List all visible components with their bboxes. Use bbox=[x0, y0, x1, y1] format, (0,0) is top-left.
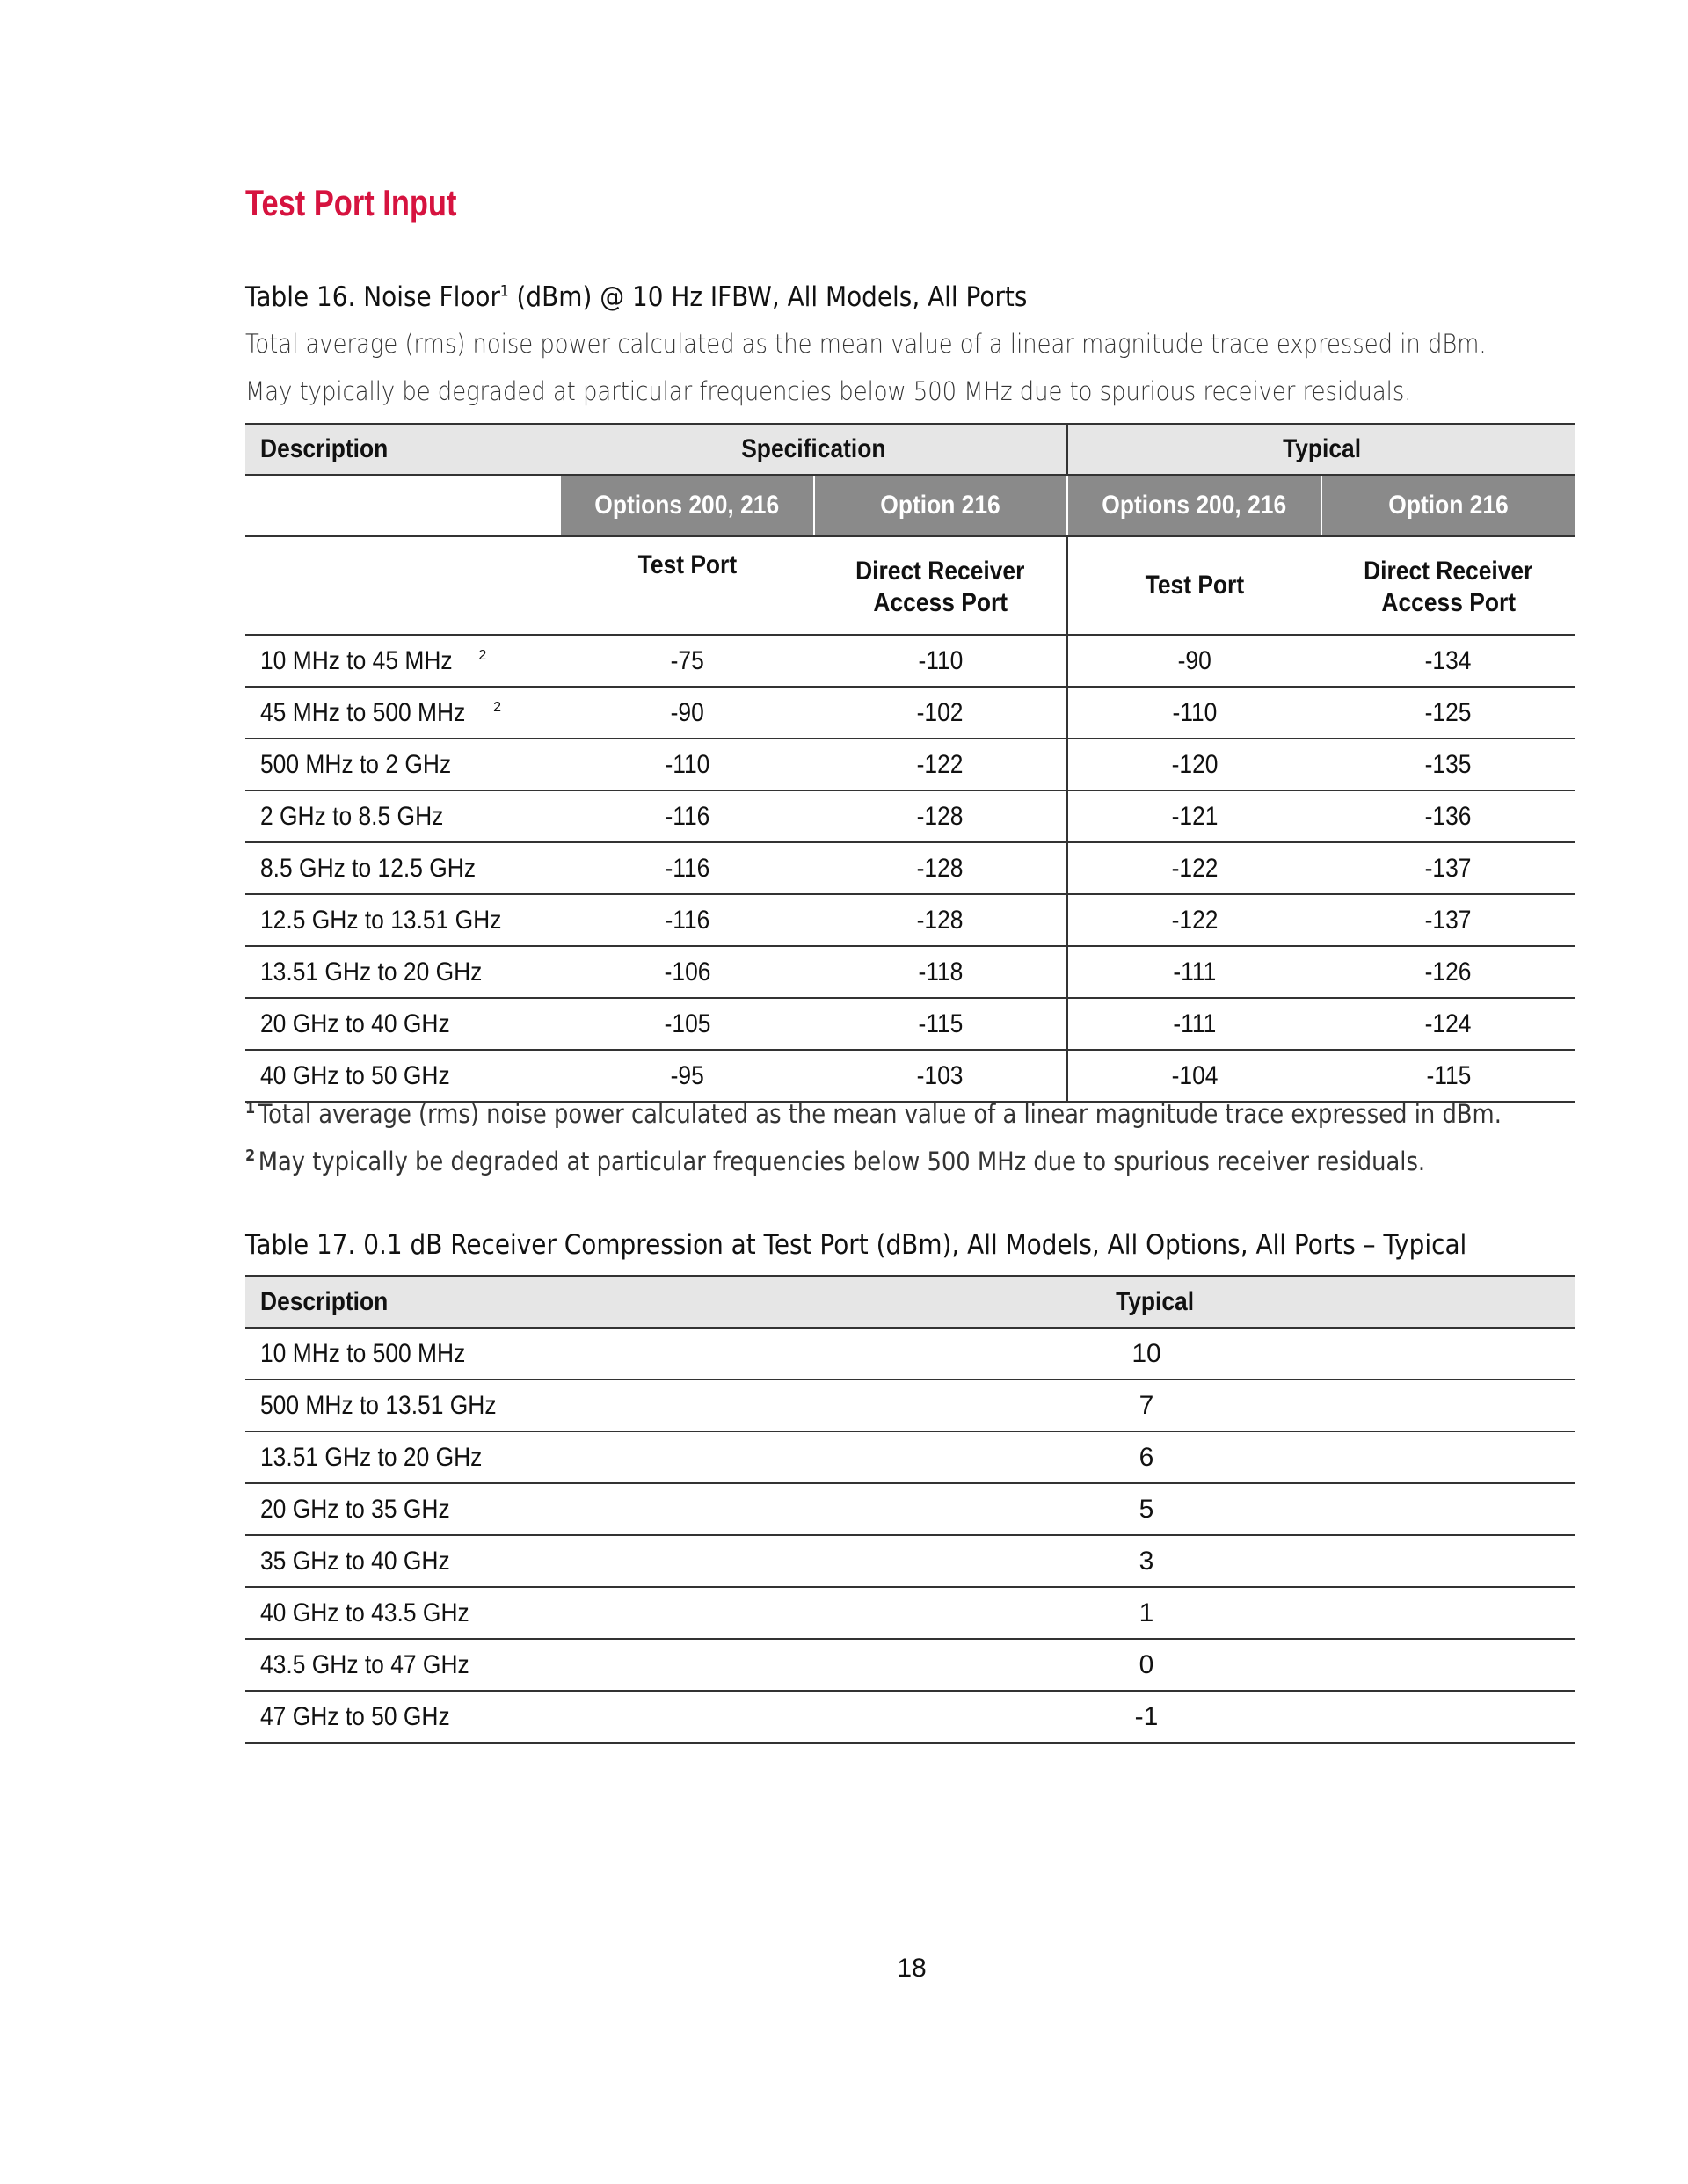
page-number: 18 bbox=[897, 1954, 927, 1983]
table17-range: 10 MHz to 500 MHz bbox=[260, 1338, 466, 1368]
typ-direct-receiver-value-cell bbox=[1321, 998, 1575, 1050]
row-range-cell bbox=[245, 790, 561, 842]
spec-test-port-value-cell bbox=[561, 790, 814, 842]
table17-row bbox=[245, 1587, 1575, 1639]
typ-direct-receiver-value: -137 bbox=[1425, 905, 1472, 935]
typ-test-port-value-cell bbox=[1067, 894, 1321, 946]
table17-typical-cell bbox=[1134, 1691, 1575, 1743]
spec-direct-receiver-value: -102 bbox=[917, 697, 964, 727]
spec-direct-receiver-value: -115 bbox=[918, 1008, 963, 1038]
table17-caption: Table 17. 0.1 dB Receiver Compression at Test Port (dBm), All Models, All Options, All Ports – Typical bbox=[245, 1229, 1467, 1261]
table17-typical-cell bbox=[1139, 1587, 1575, 1639]
spec-test-port-value-cell bbox=[561, 998, 814, 1050]
table17-typical-value: -1 bbox=[1134, 1701, 1159, 1731]
spec-test-port-value-cell bbox=[561, 894, 814, 946]
table17-typical-value: 0 bbox=[1139, 1649, 1154, 1679]
typ-test-port-value: -90 bbox=[1177, 645, 1212, 675]
typ-direct-receiver-value: -124 bbox=[1425, 1008, 1472, 1038]
table16-caption-prefix: Table 16. Noise Floor bbox=[245, 281, 500, 313]
table17-range-cell bbox=[245, 1483, 1139, 1535]
table17-typical-value: 10 bbox=[1131, 1338, 1161, 1368]
row-range-cell bbox=[245, 894, 561, 946]
table17-typical-cell bbox=[1139, 1431, 1575, 1483]
table17-range-cell bbox=[245, 1691, 1139, 1743]
typ-direct-receiver-value: -115 bbox=[1426, 1060, 1471, 1090]
typ-direct-receiver-value: -126 bbox=[1425, 957, 1472, 986]
table16-header-typical: Typical bbox=[1067, 424, 1575, 475]
table17-row bbox=[245, 1639, 1575, 1691]
spec-test-port-value-cell bbox=[561, 739, 814, 790]
spec-direct-receiver-value-cell bbox=[814, 687, 1067, 739]
table17-header-description: Description bbox=[245, 1276, 1139, 1328]
typ-direct-receiver-value: -135 bbox=[1425, 749, 1472, 779]
footnote-1-text: Total average (rms) noise power calculated as the mean value of a linear magnitude trace expressed in dBm. bbox=[258, 1099, 1502, 1129]
typ-test-port-value-cell bbox=[1067, 998, 1321, 1050]
row-range: 10 MHz to 45 MHz bbox=[260, 645, 453, 675]
typ-direct-receiver-value: -137 bbox=[1425, 853, 1472, 883]
table17-range: 40 GHz to 43.5 GHz bbox=[260, 1598, 469, 1627]
typ-test-port-value: -122 bbox=[1171, 853, 1219, 883]
spec-direct-receiver-value-cell bbox=[814, 998, 1067, 1050]
table16-header-specification: Specification bbox=[561, 424, 1067, 475]
typ-direct-receiver-value: -136 bbox=[1425, 801, 1472, 831]
table17-typical-value: 1 bbox=[1139, 1598, 1154, 1627]
typ-test-port-value-cell bbox=[1067, 946, 1321, 998]
row-range-sup: 2 bbox=[478, 647, 487, 663]
spec-test-port-value-cell bbox=[561, 842, 814, 894]
footnote-2 bbox=[245, 1147, 1425, 1176]
spec-options-b: Option 216 bbox=[814, 475, 1067, 536]
spec-test-port-value: -90 bbox=[670, 697, 705, 727]
typ-direct-receiver-value-cell bbox=[1321, 894, 1575, 946]
table16-ports-row bbox=[245, 536, 1575, 635]
table17-typical-value: 6 bbox=[1139, 1442, 1154, 1472]
table16-note-1: Total average (rms) noise power calculated as the mean value of a linear magnitude trace expressed in dBm. bbox=[245, 329, 1487, 359]
spec-port-direct: Direct Receiver Access Port bbox=[814, 536, 1067, 635]
table17-range-cell bbox=[245, 1328, 1139, 1380]
table17-range-cell bbox=[245, 1639, 1139, 1691]
spec-direct-receiver-value-cell bbox=[814, 946, 1067, 998]
typ-direct-receiver-value-cell bbox=[1321, 1050, 1575, 1102]
footnote-1-mark: 1 bbox=[245, 1099, 256, 1118]
row-range-cell bbox=[245, 946, 561, 998]
typ-direct-receiver-value: -134 bbox=[1425, 645, 1472, 675]
typ-options-a: Options 200, 216 bbox=[1067, 475, 1321, 536]
row-range-cell bbox=[245, 687, 561, 739]
table17-row bbox=[245, 1431, 1575, 1483]
table16-header-description: Description bbox=[245, 424, 561, 475]
table16-row bbox=[245, 946, 1575, 998]
row-range-cell bbox=[245, 1050, 561, 1102]
row-range-cell bbox=[245, 842, 561, 894]
table17-typical-cell bbox=[1139, 1639, 1575, 1691]
spec-test-port-value-cell bbox=[561, 687, 814, 739]
table16-options-blank bbox=[245, 475, 561, 536]
table17-range-cell bbox=[245, 1535, 1139, 1587]
table17-header-typical: Typical bbox=[1139, 1276, 1575, 1328]
spec-direct-receiver-value-cell bbox=[814, 1050, 1067, 1102]
table17-row bbox=[245, 1328, 1575, 1380]
typ-port-test: Test Port bbox=[1067, 536, 1321, 635]
typ-test-port-value-cell bbox=[1067, 1050, 1321, 1102]
table17-row bbox=[245, 1691, 1575, 1743]
table17-typical-value: 7 bbox=[1139, 1390, 1154, 1420]
table16-ports-blank bbox=[245, 536, 561, 635]
table16-row bbox=[245, 635, 1575, 687]
table16-header-row bbox=[245, 424, 1575, 475]
table16-row bbox=[245, 998, 1575, 1050]
table17-range: 43.5 GHz to 47 GHz bbox=[260, 1649, 469, 1679]
typ-test-port-value-cell bbox=[1067, 739, 1321, 790]
table17-range: 500 MHz to 13.51 GHz bbox=[260, 1390, 497, 1420]
typ-test-port-value: -111 bbox=[1173, 1008, 1217, 1038]
section-title: Test Port Input bbox=[245, 182, 457, 223]
typ-test-port-value: -120 bbox=[1171, 749, 1219, 779]
table17-range-cell bbox=[245, 1431, 1139, 1483]
row-range: 12.5 GHz to 13.51 GHz bbox=[260, 905, 502, 935]
spec-direct-receiver-value: -128 bbox=[917, 801, 964, 831]
spec-direct-receiver-value: -128 bbox=[917, 905, 964, 935]
table17-range: 13.51 GHz to 20 GHz bbox=[260, 1442, 483, 1472]
typ-direct-receiver-value-cell bbox=[1321, 687, 1575, 739]
table17-range: 35 GHz to 40 GHz bbox=[260, 1546, 450, 1576]
typ-test-port-value-cell bbox=[1067, 790, 1321, 842]
typ-direct-receiver-value-cell bbox=[1321, 790, 1575, 842]
spec-test-port-value: -116 bbox=[665, 801, 710, 831]
row-range: 45 MHz to 500 MHz bbox=[260, 697, 466, 727]
table17-row bbox=[245, 1380, 1575, 1431]
table16-caption-sup: 1 bbox=[499, 282, 509, 301]
table17-range: 47 GHz to 50 GHz bbox=[260, 1701, 450, 1731]
spec-test-port-value: -106 bbox=[664, 957, 711, 986]
spec-direct-receiver-value-cell bbox=[814, 842, 1067, 894]
table17-typical-cell bbox=[1131, 1328, 1575, 1380]
typ-test-port-value: -110 bbox=[1172, 697, 1218, 727]
table16-row bbox=[245, 687, 1575, 739]
spec-direct-receiver-value: -122 bbox=[917, 749, 964, 779]
table16-row bbox=[245, 894, 1575, 946]
row-range-cell bbox=[245, 635, 561, 687]
spec-direct-receiver-value: -110 bbox=[918, 645, 963, 675]
footnote-2-mark: 2 bbox=[245, 1147, 256, 1166]
row-range-cell bbox=[245, 739, 561, 790]
table17-typical-value: 3 bbox=[1139, 1546, 1154, 1576]
table16-row bbox=[245, 842, 1575, 894]
table17-range-cell bbox=[245, 1587, 1139, 1639]
table16-options-row bbox=[245, 475, 1575, 536]
spec-test-port-value: -116 bbox=[665, 905, 710, 935]
spec-test-port-value-cell bbox=[561, 1050, 814, 1102]
table17-header-row bbox=[245, 1276, 1575, 1328]
spec-test-port-value-cell bbox=[561, 635, 814, 687]
row-range: 20 GHz to 40 GHz bbox=[260, 1008, 450, 1038]
typ-direct-receiver-value-cell bbox=[1321, 946, 1575, 998]
typ-port-direct: Direct Receiver Access Port bbox=[1321, 536, 1575, 635]
table16-caption bbox=[245, 281, 1027, 313]
spec-direct-receiver-value: -118 bbox=[918, 957, 963, 986]
row-range-sup: 2 bbox=[493, 699, 501, 715]
table16-row bbox=[245, 790, 1575, 842]
spec-direct-receiver-value-cell bbox=[814, 790, 1067, 842]
spec-options-a: Options 200, 216 bbox=[561, 475, 814, 536]
table17-typical-cell bbox=[1139, 1535, 1575, 1587]
typ-direct-receiver-value: -125 bbox=[1425, 697, 1472, 727]
typ-direct-receiver-value-cell bbox=[1321, 842, 1575, 894]
spec-port-test: Test Port bbox=[561, 536, 814, 635]
table16-body bbox=[245, 635, 1575, 1102]
spec-direct-receiver-value-cell bbox=[814, 739, 1067, 790]
table17-range-cell bbox=[245, 1380, 1139, 1431]
row-range: 13.51 GHz to 20 GHz bbox=[260, 957, 483, 986]
footnote-2-text: May typically be degraded at particular frequencies below 500 MHz due to spurious receiver residuals. bbox=[258, 1147, 1426, 1176]
typ-test-port-value: -104 bbox=[1171, 1060, 1219, 1090]
table16-caption-suffix: (dBm) @ 10 Hz IFBW, All Models, All Ports bbox=[508, 281, 1028, 313]
typ-test-port-value-cell bbox=[1067, 842, 1321, 894]
spec-test-port-value: -116 bbox=[665, 853, 710, 883]
spec-direct-receiver-value-cell bbox=[814, 635, 1067, 687]
typ-test-port-value: -121 bbox=[1171, 801, 1219, 831]
table17-row bbox=[245, 1483, 1575, 1535]
typ-test-port-value-cell bbox=[1067, 635, 1321, 687]
spec-test-port-value: -95 bbox=[670, 1060, 705, 1090]
row-range: 8.5 GHz to 12.5 GHz bbox=[260, 853, 477, 883]
spec-direct-receiver-value: -103 bbox=[917, 1060, 964, 1090]
table17-body bbox=[245, 1328, 1575, 1743]
row-range-cell bbox=[245, 998, 561, 1050]
footnote-1 bbox=[245, 1099, 1502, 1129]
table16-note-2: May typically be degraded at particular frequencies below 500 MHz due to spurious receiver residuals. bbox=[245, 376, 1412, 406]
spec-direct-receiver-value-cell bbox=[814, 894, 1067, 946]
table16-row bbox=[245, 1050, 1575, 1102]
table16-row bbox=[245, 739, 1575, 790]
table17-typical-cell bbox=[1139, 1483, 1575, 1535]
table17-row bbox=[245, 1535, 1575, 1587]
receiver-compression-table bbox=[245, 1275, 1575, 1744]
typ-test-port-value: -122 bbox=[1171, 905, 1219, 935]
spec-test-port-value: -75 bbox=[670, 645, 705, 675]
noise-floor-table bbox=[245, 423, 1575, 1103]
spec-test-port-value: -105 bbox=[664, 1008, 711, 1038]
typ-test-port-value: -111 bbox=[1173, 957, 1217, 986]
spec-direct-receiver-value: -128 bbox=[917, 853, 964, 883]
table17-typical-value: 5 bbox=[1139, 1494, 1154, 1524]
table17-typical-cell bbox=[1139, 1380, 1575, 1431]
typ-direct-receiver-value-cell bbox=[1321, 739, 1575, 790]
row-range: 2 GHz to 8.5 GHz bbox=[260, 801, 444, 831]
row-range: 500 MHz to 2 GHz bbox=[260, 749, 452, 779]
spec-test-port-value-cell bbox=[561, 946, 814, 998]
spec-test-port-value: -110 bbox=[665, 749, 710, 779]
typ-test-port-value-cell bbox=[1067, 687, 1321, 739]
table17-range: 20 GHz to 35 GHz bbox=[260, 1494, 450, 1524]
typ-options-b: Option 216 bbox=[1321, 475, 1575, 536]
typ-direct-receiver-value-cell bbox=[1321, 635, 1575, 687]
row-range: 40 GHz to 50 GHz bbox=[260, 1060, 450, 1090]
